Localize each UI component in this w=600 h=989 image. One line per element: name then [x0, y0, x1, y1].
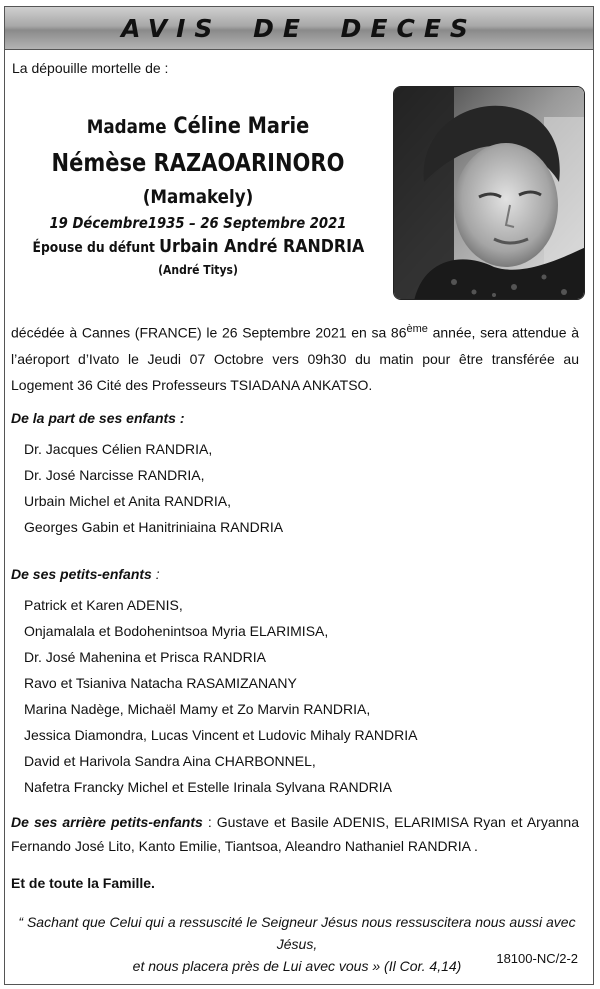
grandchildren-list-item: Dr. José Mahenina et Prisca RANDRIA — [24, 649, 266, 665]
deceased-nickname: (Mamakely) — [142, 186, 254, 208]
spouse-prefix: Épouse du défunt — [32, 240, 155, 256]
spouse-name: Urbain André RANDRIA — [159, 236, 365, 257]
children-list-item: Dr. José Narcisse RANDRIA, — [24, 467, 205, 483]
portrait-photo-icon — [394, 87, 585, 300]
announcement-text-start: décédée à Cannes (FRANCE) le 26 Septembre 2021 en sa 86 — [11, 324, 407, 341]
quote-line-2: et nous placera près de Lui avec vous » (Il Cor. 4,14) — [132, 958, 462, 974]
life-dates: 19 Décembre1935 – 26 Septembre 2021 — [49, 214, 347, 232]
deceased-title: Madame — [86, 116, 167, 138]
intro-text: La dépouille mortelle de : — [12, 60, 169, 76]
spouse-nickname: (André Titys) — [158, 263, 238, 277]
children-list-item: Urbain Michel et Anita RANDRIA, — [24, 493, 231, 509]
grandchildren-list-item: Ravo et Tsianiva Natacha RASAMIZANANY — [24, 675, 297, 691]
grandchildren-list-item: David et Harivola Sandra Aina CHARBONNEL, — [24, 753, 316, 769]
children-section-title: De la part de ses enfants : — [11, 410, 185, 426]
ordinal-suffix: ème — [406, 323, 428, 335]
great-grandchildren-paragraph — [11, 810, 579, 858]
grandchildren-list-item: Onjamalala et Bodohenintsoa Myria ELARIMISA, — [24, 623, 329, 639]
deceased-name-block — [10, 110, 386, 279]
grandchildren-list-item: Nafetra Francky Michel et Estelle Irinala Sylvana RANDRIA — [24, 779, 393, 795]
announcement-text-end: année, sera attendue à l’aéroport d’Ivato le Jeudi 07 Octobre vers 09h30 du matin pour être transférée au Logement 36 Cité des Professeurs TSIADANA ANKATSO. — [11, 324, 579, 393]
grandchildren-list-item: Patrick et Karen ADENIS, — [24, 597, 183, 613]
grandchildren-list — [24, 592, 417, 800]
portrait-photo — [393, 86, 585, 300]
reference-code: 18100-NC/2-2 — [496, 951, 578, 966]
family-line: Et de toute la Famille. — [11, 875, 155, 891]
grandchildren-list-item: Jessica Diamondra, Lucas Vincent et Ludovic Mihaly RANDRIA — [24, 727, 418, 743]
quote-line-1: “ Sachant que Celui qui a ressuscité le Seigneur Jésus nous ressuscitera nous aussi avec Jésus, — [18, 914, 576, 952]
deceased-name-line1 — [33, 110, 364, 144]
bible-quote — [11, 911, 583, 977]
great-grandchildren-title: De ses arrière petits-enfants — [11, 814, 203, 830]
grandchildren-list-item: Marina Nadège, Michaël Mamy et Zo Marvin RANDRIA, — [24, 701, 371, 717]
notice-header — [4, 6, 594, 50]
grandchildren-title-colon: : — [151, 566, 160, 582]
grandchildren-section-title — [11, 566, 160, 582]
children-list — [24, 436, 283, 540]
children-list-item: Dr. Jacques Célien RANDRIA, — [24, 441, 213, 457]
great-grandchildren-text: : Gustave et Basile ADENIS, ELARIMISA Ryan et Aryanna Fernando José Lito, Kanto Emilie, Tiantsoa, Aleandro Nathaniel RANDRIA . — [11, 814, 579, 854]
spouse-line — [33, 234, 364, 261]
deceased-name-line2: Némèse RAZAOARINORO — [51, 148, 345, 177]
notice-title: AVIS DE DECES — [121, 13, 477, 43]
grandchildren-title-text: De ses petits-enfants — [11, 566, 152, 582]
deceased-first-names: Céline Marie — [173, 114, 310, 139]
children-list-item: Georges Gabin et Hanitriniaina RANDRIA — [24, 519, 284, 535]
announcement-paragraph — [11, 316, 579, 398]
